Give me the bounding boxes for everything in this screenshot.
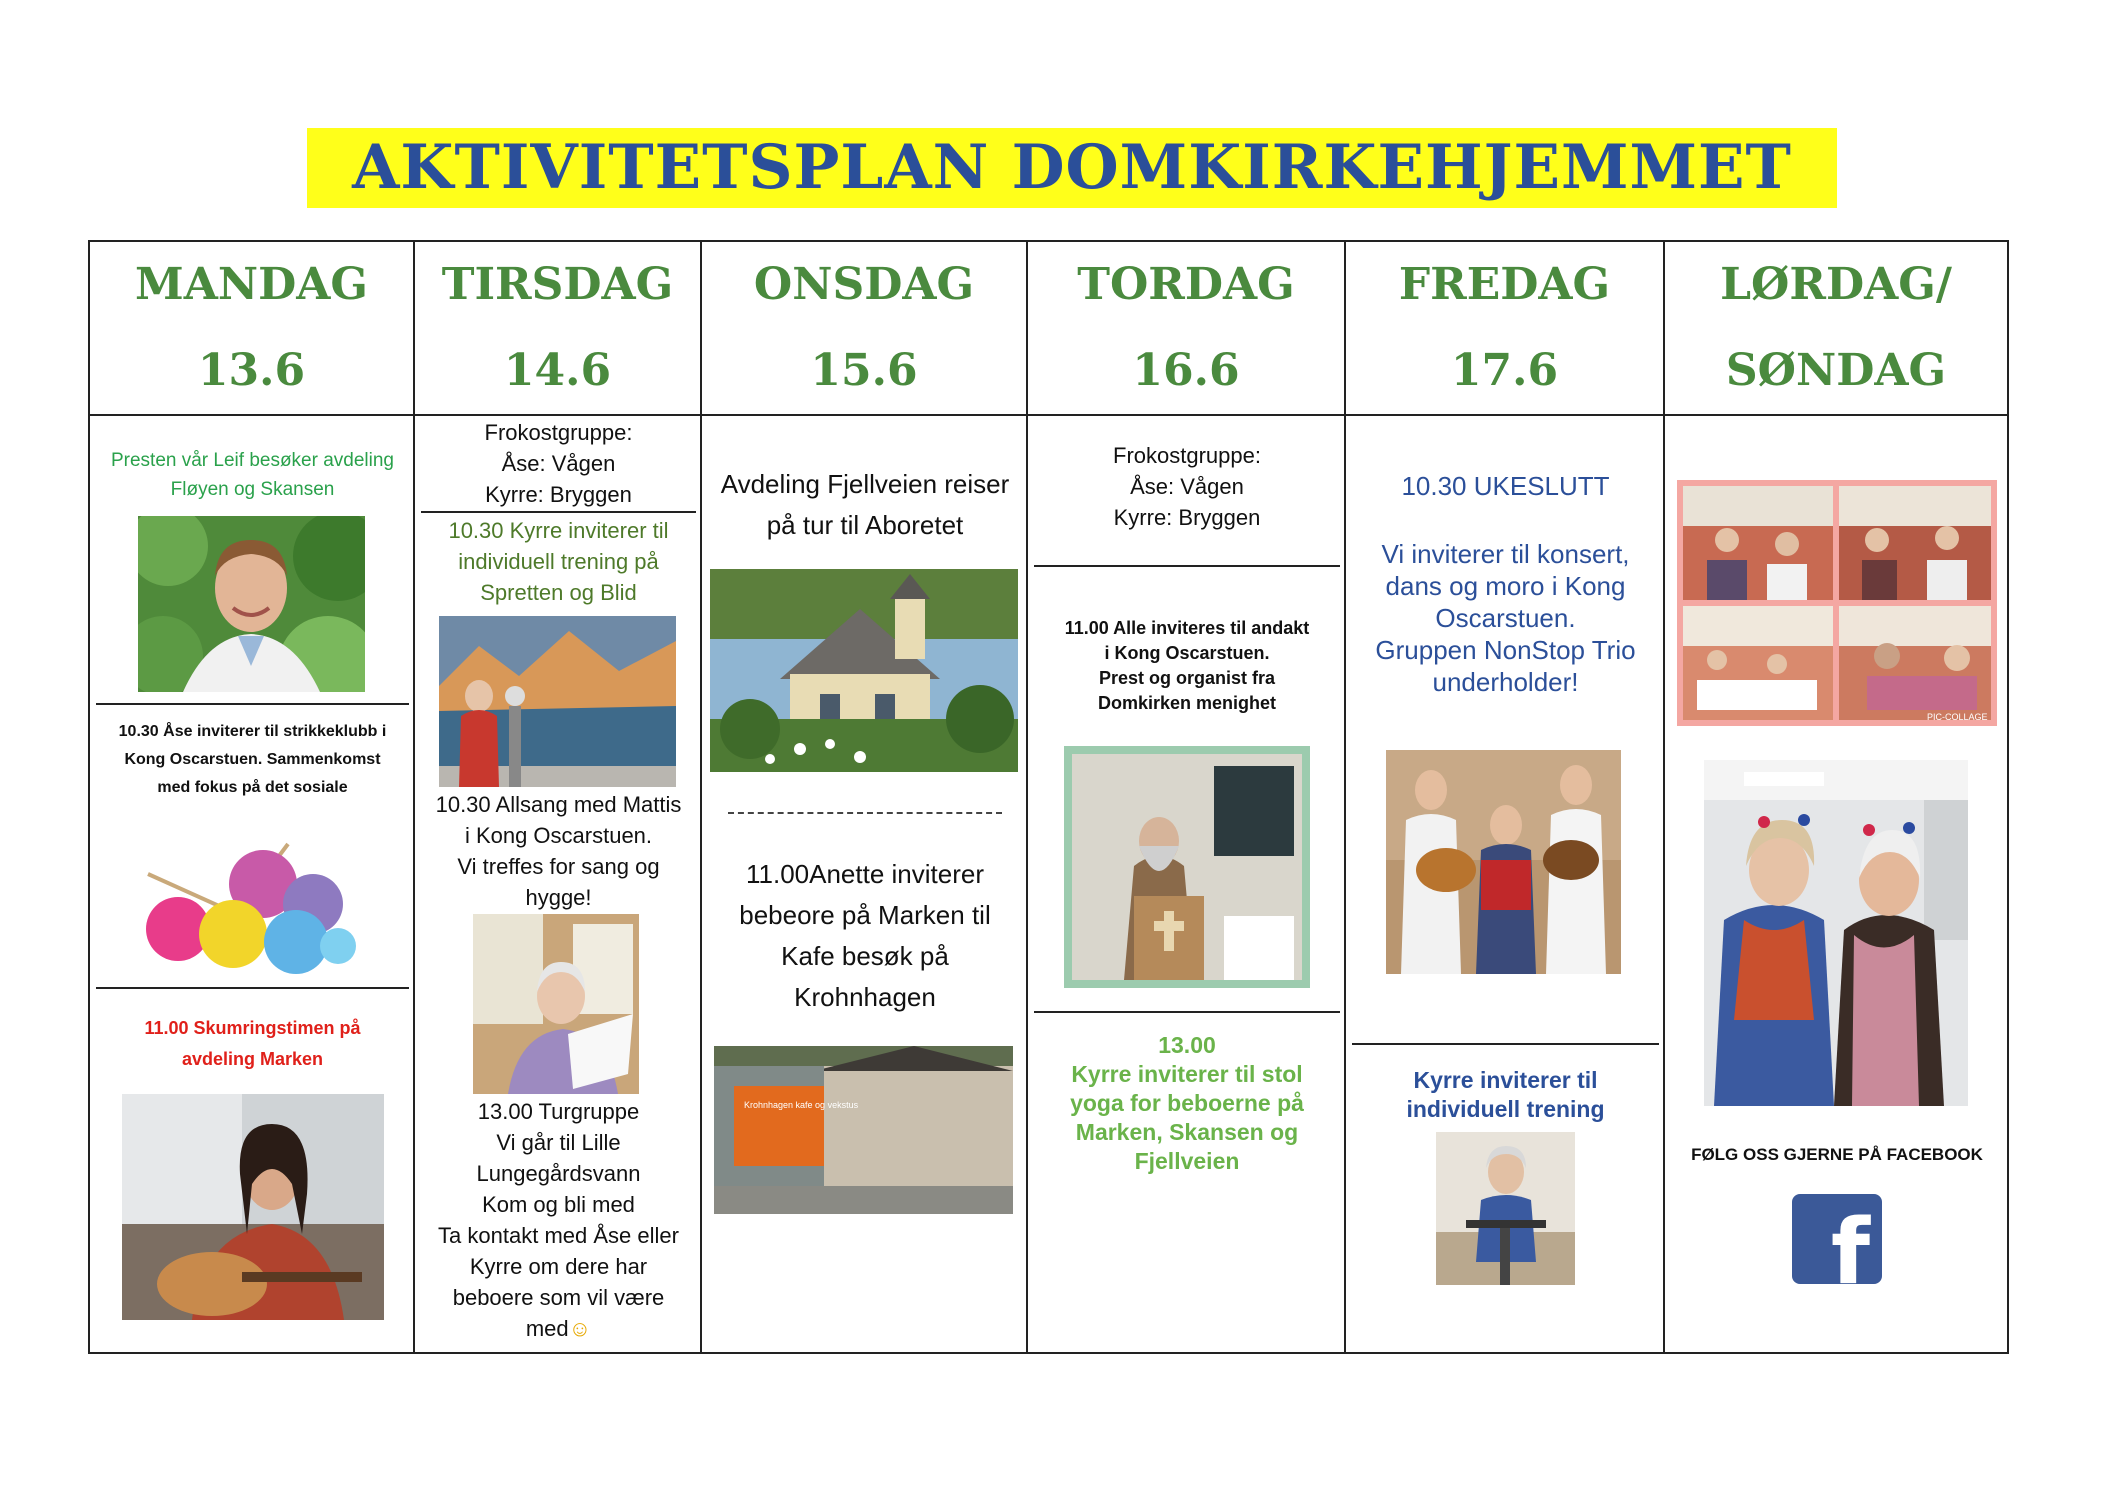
chair-yoga-text <box>1028 1031 1344 1176</box>
header-weekend <box>1664 241 2008 415</box>
text-line: Fjellveien <box>1134 1148 1240 1174</box>
text-line: Frokostgruppe: <box>1113 443 1261 468</box>
cell-monday <box>89 415 414 1353</box>
text-line: Kyrre om dere har <box>469 1254 648 1279</box>
priest-photo <box>138 516 365 692</box>
text-line: 10.30 Kyrre inviterer til <box>448 518 669 543</box>
text-line: Lungegårdsvann <box>476 1161 641 1186</box>
day-date: 14.6 <box>503 345 612 396</box>
weekend-concert-text <box>1346 470 1663 698</box>
knitting-club-text <box>90 718 413 802</box>
header-tuesday <box>414 241 701 415</box>
text-line: Vi går til Lille <box>496 1130 621 1155</box>
header-wednesday <box>701 241 1027 415</box>
page-title: AKTIVITETSPLAN DOMKIRKEHJEMMET <box>307 128 1837 208</box>
text-line: Marken, Skansen og <box>1075 1119 1299 1145</box>
text-line: Kom og bli med <box>482 1192 635 1217</box>
krohnhagen-cafe-photo <box>714 1046 1013 1214</box>
day-date: 17.6 <box>1450 345 1559 396</box>
day-date: 13.6 <box>197 345 306 396</box>
text-line: dans og moro i Kong <box>1385 571 1626 601</box>
exercise-bike-photo <box>439 616 676 787</box>
dusk-hour-text <box>90 1013 413 1075</box>
text-line: Presten vår Leif besøker avdeling <box>110 450 395 471</box>
singalong-text <box>415 789 700 913</box>
divider <box>421 511 696 513</box>
text-line: beboere som vil være <box>452 1285 665 1310</box>
excursion-text <box>702 464 1026 546</box>
day-name: MANDAG <box>135 259 368 310</box>
text-line: Domkirken menighet <box>1097 693 1277 713</box>
day-name: TORDAG <box>1077 259 1295 310</box>
text-line: Vi treffes for sang og <box>457 854 660 879</box>
facebook-icon[interactable] <box>1792 1194 1882 1284</box>
text-line: 13.00 Turgruppe <box>477 1099 640 1124</box>
text-line: 13.00 <box>1158 1032 1216 1058</box>
text-line: yoga for beboerne på <box>1070 1090 1304 1116</box>
day-name: ONSDAG <box>753 259 975 310</box>
spacer <box>1346 502 1663 538</box>
text-line: 11.00 Alle inviteres til andakt <box>1064 618 1310 638</box>
text-line: med fokus på det sosiale <box>157 779 348 796</box>
text-line <box>415 1313 700 1344</box>
text-line: Kafe besøk på <box>781 941 949 971</box>
text-line: 10.30 UKESLUTT <box>1401 471 1610 501</box>
walking-group-text <box>415 1096 700 1344</box>
cell-wednesday <box>701 415 1027 1353</box>
divider <box>1034 565 1340 567</box>
text-line: Åse: Vågen <box>501 451 616 476</box>
text-line-end: med <box>525 1316 569 1341</box>
divider <box>1352 1043 1659 1045</box>
header-thursday <box>1027 241 1345 415</box>
text-line: Spretten og Blid <box>480 580 637 605</box>
text-line: Kyrre: Bryggen <box>485 482 632 507</box>
training-text <box>415 515 700 608</box>
singing-woman-photo <box>473 914 639 1094</box>
day-date: 16.6 <box>1132 345 1240 396</box>
exercise-bike-woman-photo <box>1436 1132 1575 1285</box>
collage-watermark: PIC-COLLAGE <box>1229 968 1290 978</box>
weekend-collage-photo <box>1677 480 1997 726</box>
priest-visit-text <box>90 446 413 504</box>
breakfast-group-text <box>1028 440 1344 533</box>
text-line: Kyrre inviterer til stol <box>1071 1061 1303 1087</box>
text-line: på tur til Aboretet <box>766 510 964 540</box>
text-line: individuell trening <box>1406 1096 1605 1122</box>
header-monday <box>89 241 414 415</box>
band-photo <box>1386 750 1621 974</box>
dashed-divider <box>728 812 1002 814</box>
couple-photo <box>1704 760 1968 1106</box>
text-line: Kong Oscarstuen. Sammenkomst <box>124 751 381 768</box>
text-line: 10.30 Allsang med Mattis <box>435 792 682 817</box>
cell-friday <box>1345 415 1664 1353</box>
activity-table <box>88 240 2009 1354</box>
text-line: i Kong Oscarstuen. <box>1104 643 1270 663</box>
priest-at-pulpit-photo <box>1064 746 1310 988</box>
text-line: i Kong Oscarstuen. <box>464 823 653 848</box>
individual-training-text <box>1346 1066 1663 1124</box>
text-line: Ta kontakt med Åse eller <box>438 1223 679 1248</box>
cell-tuesday <box>414 415 701 1353</box>
text-line: Fløyen og Skansen <box>170 479 335 500</box>
text-line: Kyrre inviterer til <box>1413 1067 1598 1093</box>
content-row <box>89 415 2008 1353</box>
text-line: Oscarstuen. <box>1435 603 1576 633</box>
text-line: avdeling Marken <box>181 1049 324 1069</box>
text-line: Kyrre: Bryggen <box>1113 505 1261 530</box>
text-line: Åse: Vågen <box>1130 474 1244 499</box>
day-date: 15.6 <box>810 345 918 396</box>
text-line: hygge! <box>525 885 592 910</box>
text-line: 11.00 Skumringstimen på <box>144 1018 361 1038</box>
smiley-icon: ☺ <box>568 1316 592 1341</box>
divider <box>96 987 409 989</box>
day-date: SØNDAG <box>1725 345 1947 396</box>
text-line: 10.30 Åse inviterer til strikkeklubb i <box>118 723 387 740</box>
day-name: TIRSDAG <box>441 259 674 310</box>
cell-weekend <box>1664 415 2008 1353</box>
text-line: bebeore på Marken til <box>739 900 991 930</box>
divider <box>1034 1011 1340 1013</box>
guitarist-photo <box>122 1094 384 1320</box>
facebook-follow-text: FØLG OSS GJERNE PÅ FACEBOOK <box>1691 1145 1983 1164</box>
breakfast-group-text <box>415 417 700 510</box>
facebook-letter: f <box>1830 1200 1870 1284</box>
collage-watermark: PIC-COLLAGE <box>1927 712 1988 722</box>
day-name: FREDAG <box>1398 259 1611 310</box>
cafe-sign-text: Krohnhagen kafe og vekstus <box>744 1100 859 1110</box>
divider <box>96 703 409 705</box>
cell-thursday <box>1027 415 1345 1353</box>
arboretum-house-photo <box>710 569 1018 772</box>
devotion-text <box>1028 616 1344 716</box>
text-line: Krohnhagen <box>794 982 936 1012</box>
text-line: Gruppen NonStop Trio <box>1375 635 1636 665</box>
cafe-visit-text <box>702 854 1026 1018</box>
text-line: individuell trening på <box>458 549 659 574</box>
text-line: Prest og organist fra <box>1098 668 1276 688</box>
yarn-balls-image <box>138 824 358 976</box>
text-line: Frokostgruppe: <box>484 420 633 445</box>
header-row <box>89 241 2008 415</box>
text-line: Vi inviterer til konsert, <box>1381 539 1630 569</box>
text-line: underholder! <box>1432 667 1579 697</box>
text-line: Avdeling Fjellveien reiser <box>720 469 1010 499</box>
day-name: LØRDAG/ <box>1720 259 1952 310</box>
text-line: 11.00Anette inviterer <box>746 859 984 889</box>
header-friday <box>1345 241 1664 415</box>
